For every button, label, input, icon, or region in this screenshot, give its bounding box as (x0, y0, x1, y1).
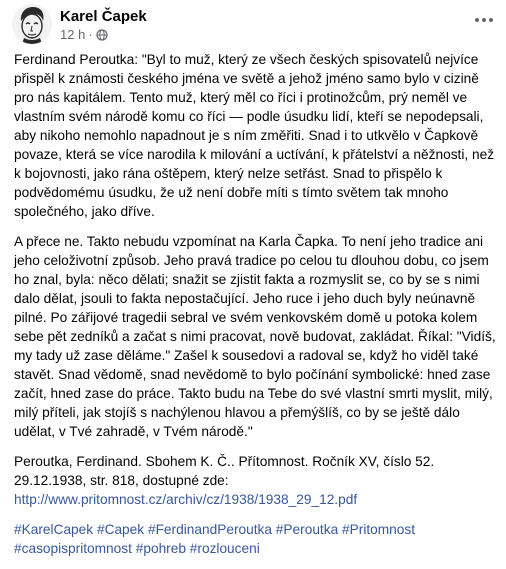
post-time[interactable]: 12 h (60, 27, 86, 42)
citation-link[interactable]: http://www.pritomnost.cz/archiv/cz/1938/1938_29_12.pdf (14, 492, 358, 507)
post-body (14, 50, 498, 569)
hashtag[interactable]: #rozlouceni (189, 541, 260, 556)
hashtag[interactable]: #casopispritomnost (14, 541, 132, 556)
post-meta (60, 27, 108, 42)
meta-separator: · (88, 27, 93, 42)
hashtag[interactable]: #Capek (96, 522, 145, 537)
more-options-icon[interactable] (472, 10, 496, 30)
hashtag[interactable]: #KarelCapek (14, 522, 94, 537)
hashtag[interactable]: #pohreb (135, 541, 186, 556)
author-avatar[interactable] (12, 4, 52, 44)
hashtag[interactable]: #FerdinandPeroutka (147, 522, 272, 537)
post-paragraph: Ferdinand Peroutka: "Byl to muž, který ze všech českých spisovatelů nejvíce přispěl k známosti českého jména ve světě a jehož jméno samo bylo v cizině pro nás kapitálem. Tento muž, který měl co říci i protinožcům, prý neměl ve vlastním svém národě komu co říci — podle úsudku lidí, kteří se nepodepsali, aby nikoho nemohlo napadnout je s ním změřiti. Snad i to utkvělo v Čapkově povaze, která se více narodila k milování a uctívání, k přátelství a něžnosti, než k bojovnosti, jako rána oštěpem, který nelze setřást. Snad to přispělo k podvědomému úsudku, že už není dobře míti s tímto světem tak mnoho společného, jako dříve. (14, 52, 495, 219)
post-header (12, 4, 496, 44)
citation-text: Peroutka, Ferdinand. Sbohem K. Č.. Přítomnost. Ročník XV, číslo 52. 29.12.1938, str. 818, dostupné zde: (14, 454, 435, 488)
post-paragraph: A přece ne. Takto nebudu vzpomínat na Karla Čapka. To není jeho tradice ani jeho celoživotní způsob. Jeho pravá tradice po celou tu dlouhou dobu, co jsem ho znal, byla: něco dělati; snažit se zjistit fakta a rozmyslit se, co by se s nimi dalo dělat, jsouli to fakta nepostačující. Jeho ruce i jeho duch byly neúnavně pilné. Po zářijové tragedii sebral ve svém venkovském domě u potoka kolem sebe pět zedníků a začat s nimi pracovat, nově budovat, zakládat. Říkal: "Vidíš, my tady už zase děláme." Zašel k sousedovi a radoval se, když ho viděl také stavět. Snad vědomě, snad nevědomě to bylo počínání symbolické: hned zase začít, hned zase do práce. Takto budu na Tebe do své vlastní smrti myslit, milý, milý příteli, jak stojíš s nachýlenou hlavou a přemýšlíš, co by se ještě dálo udělat, v Tvé zahradě, v Tvém národě." (14, 234, 496, 439)
citation (14, 452, 498, 509)
hashtag[interactable]: #Peroutka (275, 522, 339, 537)
hashtags (14, 520, 498, 558)
globe-icon (96, 29, 108, 41)
author-name[interactable]: Karel Čapek (60, 8, 147, 25)
hashtag[interactable]: #Pritomnost (342, 522, 416, 537)
